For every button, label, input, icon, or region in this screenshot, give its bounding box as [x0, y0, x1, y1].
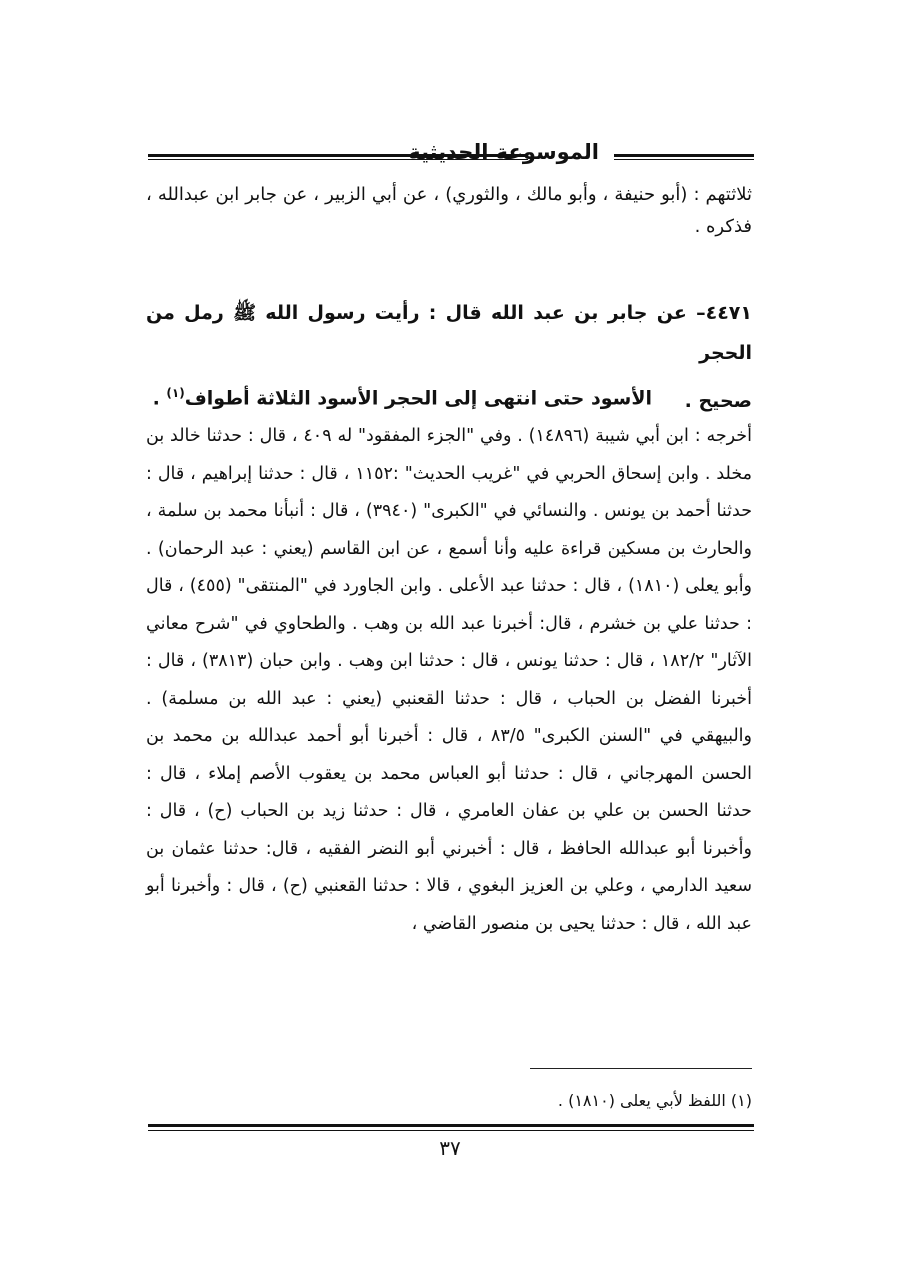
intro-paragraph: ثلاثتهم : (أبو حنيفة ، وأبو مالك ، والثوري) ، عن أبي الزبير ، عن جابر ابن عبدالله ، فذكره . [146, 184, 752, 237]
footnote: (١) اللفظ لأبي يعلى (١٨١٠) . [557, 1091, 752, 1110]
hadith-line-2: الأسود حتى انتهى إلى الحجر الأسود الثلاثة أطواف [184, 387, 652, 410]
running-header [148, 140, 754, 172]
footnote-marker: (١) [166, 386, 185, 400]
header-rule-right [614, 154, 754, 160]
footnote-separator [530, 1068, 752, 1069]
footer-rule [148, 1124, 754, 1131]
takhrij-paragraph: أخرجه : ابن أبي شيبة (١٤٨٩٦) . وفي "الجزء المفقود" له ٤٠٩ ، قال : حدثنا خالد بن مخلد . وابن إسحاق الحربي في "غريب الحديث" :١١٥٢ ، قال : حدثنا إبراهيم ، قال : حدثنا أحمد بن يونس . والنسائي في "الكبرى" (٣٩٤٠) ، قال : أنبأنا محمد بن سلمة ، والحارث بن مسكين قراءة عليه وأنا أسمع ، عن ابن القاسم (يعني : عبد الرحمان) . وأبو يعلى (١٨١٠) ، قال : حدثنا عبد الأعلى . وابن الجاورد في "المنتقى" (٤٥٥) ، قال : حدثنا علي بن خشرم ، قال: أخبرنا عبد الله بن وهب . والطحاوي في "شرح معاني الآثار" ١٨٢/٢ ، قال : حدثنا يونس ، قال : حدثنا ابن وهب . وابن حبان (٣٨١٣) ، قال : أخبرنا الفضل بن الحباب ، قال : حدثنا القعنبي (يعني : عبد الله بن مسلمة) . والبيهقي في "السنن الكبرى" ٨٣/٥ ، قال : أخبرنا أبو أحمد عبدالله بن محمد بن الحسن المهرجاني ، قال : حدثنا أبو العباس محمد بن يعقوب الأصم إملاء ، قال : حدثنا الحسن بن علي بن عفان العامري ، قال : حدثنا زيد بن الحباب (ح) ، قال : وأخبرنا أبو عبدالله الحافظ ، قال : أخبرني أبو النضر الفقيه ، قال: حدثنا عثمان بن سعيد الدارمي ، وعلي بن العزيز البغوي ، قالا : حدثنا القعنبي (ح) ، قال : وأخبرنا أبو عبد الله ، قال : حدثنا يحيى بن منصور القاضي ، [146, 426, 753, 934]
header-title: الموسوعة الحديثية [408, 140, 599, 164]
hadith-grade: صحيح . [684, 390, 752, 412]
hadith-line-1: ٤٤٧١– عن جابر بن عبد الله قال : رأيت رسول الله ﷺ رمل من الحجر [146, 302, 752, 364]
page-number: ٣٧ [439, 1136, 461, 1160]
hadith-line-2-end: . [152, 387, 167, 410]
